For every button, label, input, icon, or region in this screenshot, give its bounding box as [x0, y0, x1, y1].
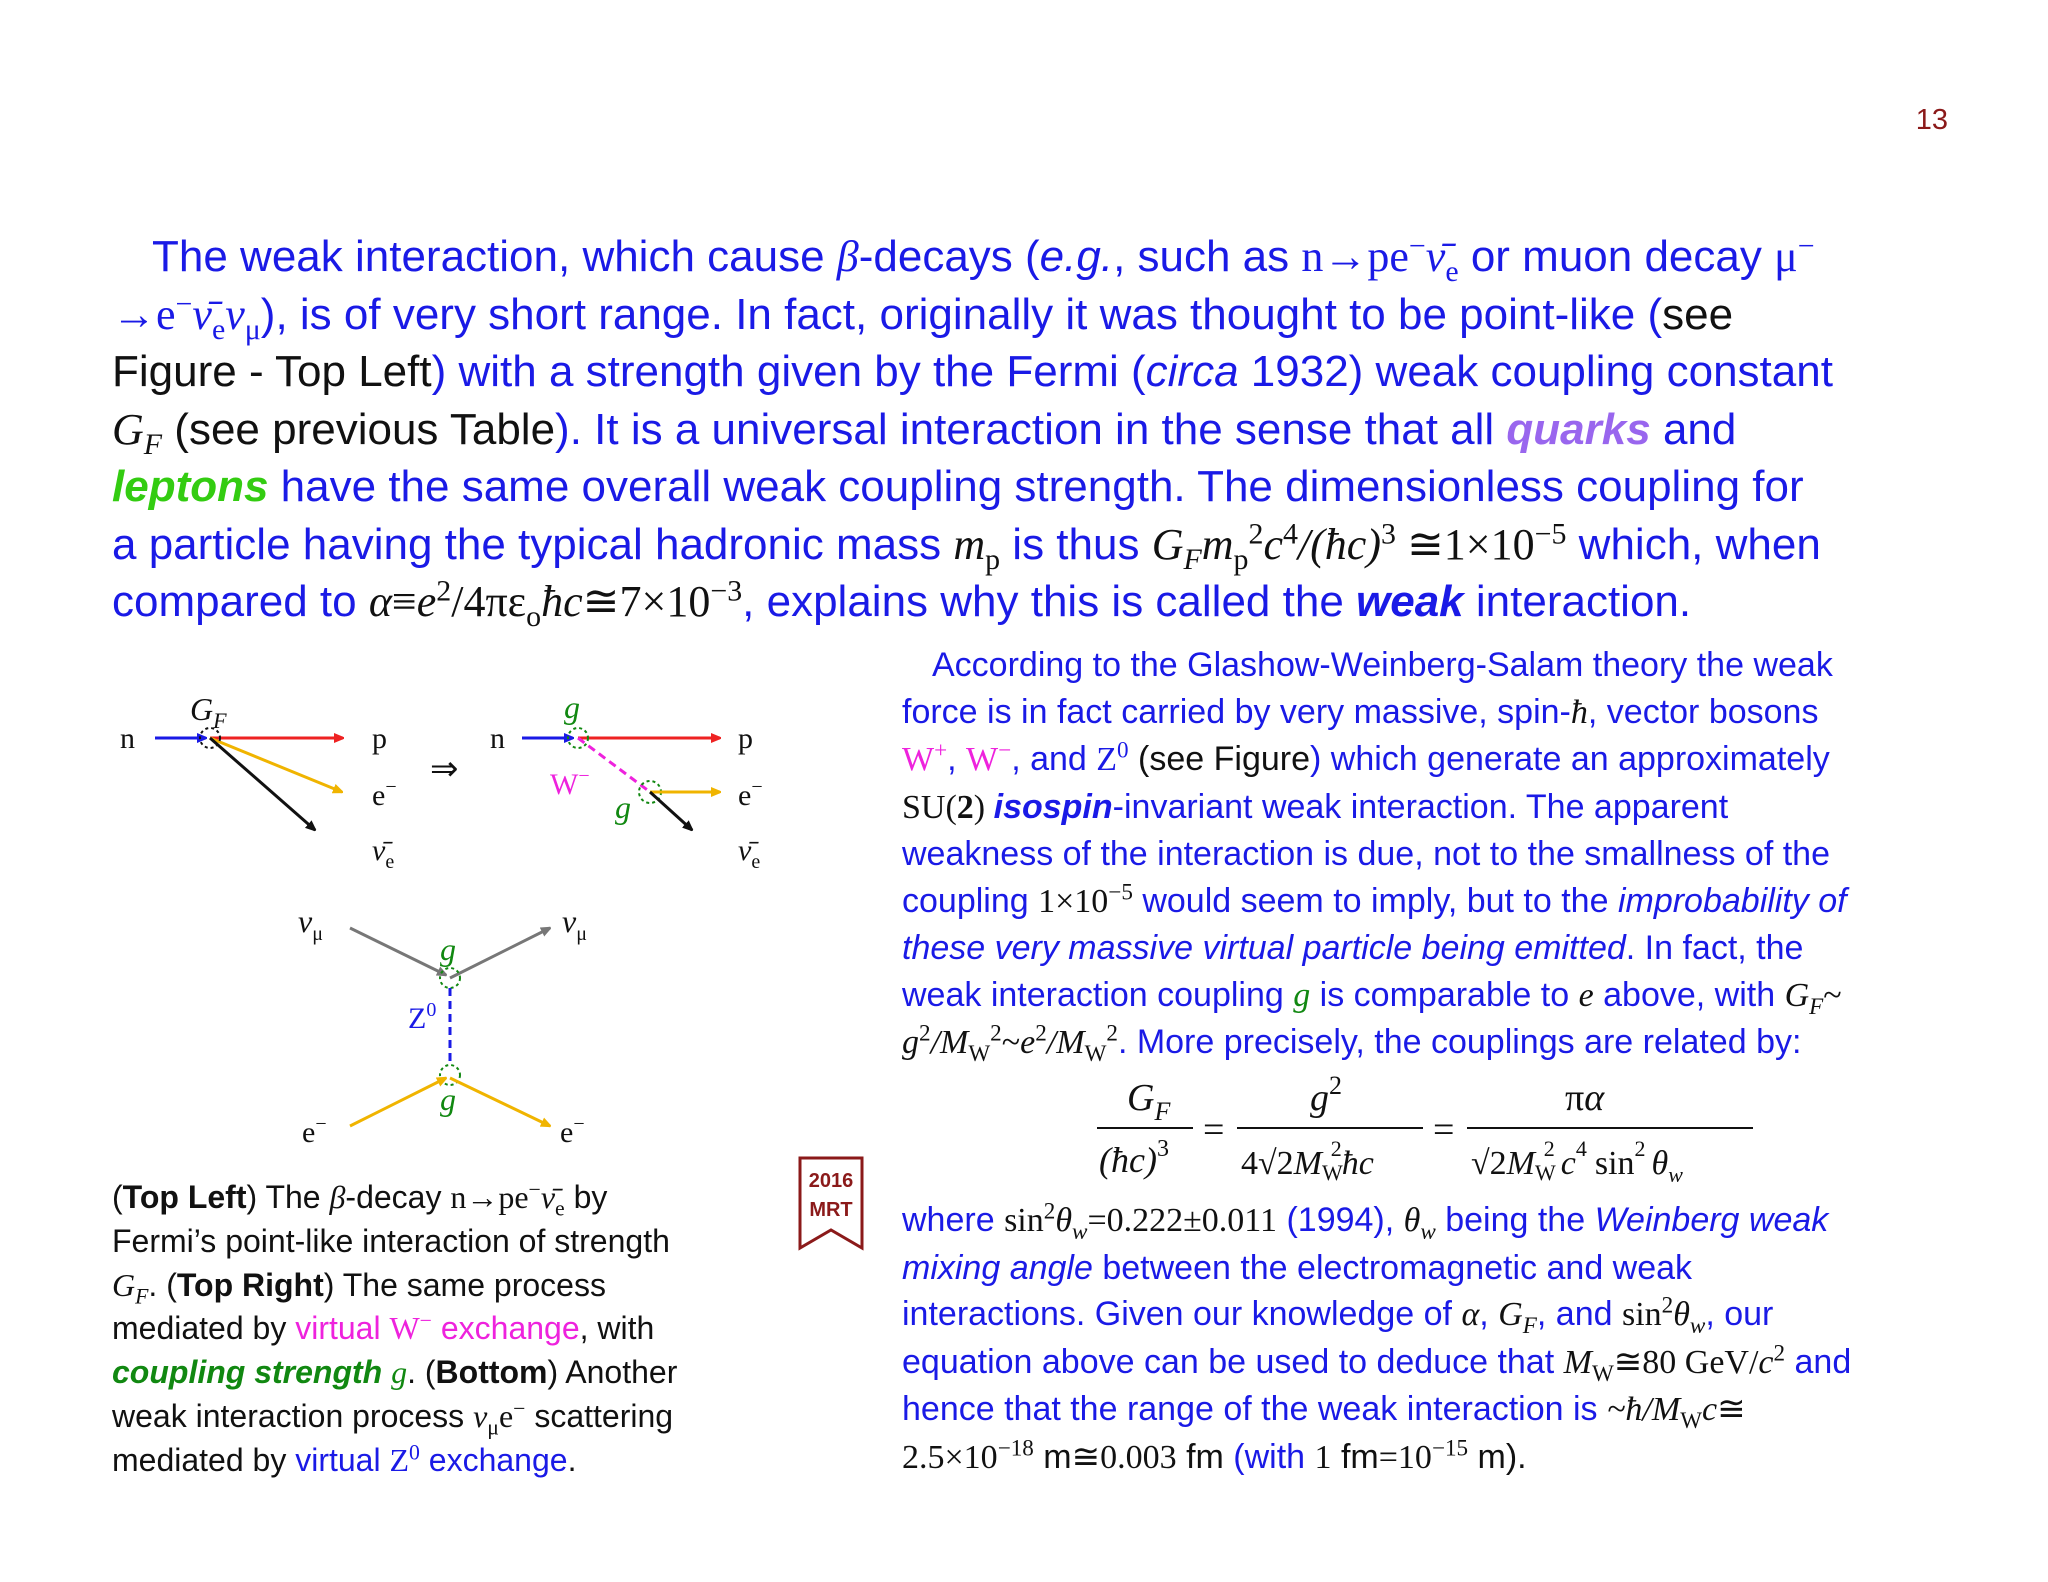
svg-text:W−: W−	[550, 765, 590, 801]
intro-line-6: a particle having the typical hadronic mass $m_p$ is thus $G_Fm_p^2c^4/(ħc)^3$ $≅1\times 10^{-5}$ which, when	[112, 516, 1821, 576]
weinberg-angle-paragraph: where $\sin^2\theta_w=0.222\pm 0.011$ (1994), $\theta_w$ being the Weinberg weak mixing angle between the electromagnetic and weak interactions. Given our knowledge of α, $G_F$, and $\sin^2\theta_w$, our equation above can be used to deduce that $M_W≅80$ GeV/$c^2$ and hence that the range of the weak interaction is $\sim ħ/M_Wc≅$ $2.5\times 10^{-18}$ m≅0.003 fm (with 1 $fm=10^{-15}$ m).	[902, 1198, 1852, 1476]
intro-line-2: $\to e^-\nū_e\nu_\mu$), is of very short range. In fact, originally it was thought to be point-like (see	[112, 286, 1734, 346]
antineutrino-line	[210, 738, 315, 830]
svg-text:e−: e−	[738, 776, 763, 812]
electron-line	[210, 738, 342, 792]
svg-text:νμ: $\nu_\mu$	[562, 903, 587, 945]
proton-label: p	[372, 722, 387, 755]
intro-line-1: The weak interaction, which cause β-decays (e.g., such as $n\to pe^-\nū_e$ or muon decay μ−	[152, 229, 1815, 288]
svg-text:ν̄e: $\nū_e$	[738, 834, 761, 873]
intro-line-7: compared to $\alpha\equiv e^2/4\pi\varepsilon_oħc≅7\times 10^{-3}$, explains why this is called the weak interaction.	[112, 574, 1692, 633]
svg-text:πα: πα	[1565, 1077, 1605, 1119]
intro-line-5: leptons have the same overall weak coupling strength. The dimensionless coupling for	[112, 462, 1804, 511]
svg-text:Z0: $Z^0$	[408, 999, 437, 1035]
svg-text:2016: 2016	[808, 1170, 854, 1192]
page-number: 13	[1915, 104, 1948, 136]
svg-text:e−: e−	[302, 1113, 327, 1149]
svg-text:GF: $G_F$	[190, 691, 227, 733]
intro-paragraph	[112, 228, 1942, 631]
svg-text:ν̄e: $\nū_e$	[372, 834, 395, 873]
svg-text:g2: $g^2$	[1310, 1071, 1342, 1119]
svg-text:g: g	[564, 689, 580, 725]
svg-text:e−: e−	[372, 776, 397, 812]
feynman-diagrams	[110, 670, 810, 1170]
svg-text:νμ: $\nu_\mu$	[298, 903, 323, 945]
neutron-label: n	[120, 722, 135, 755]
svg-text:=: =	[1433, 1109, 1455, 1151]
intro-line-3: Figure - Top Left) with a strength given by the Fermi (circa 1932) weak coupling constant	[112, 347, 1833, 396]
svg-text:e−: e−	[560, 1113, 585, 1149]
mrt-badge	[798, 1156, 864, 1252]
figure-caption: (Top Left) The β-decay $n\to pe^-\nū_e$ by Fermi’s point-like interaction of strength $G_F$. (Top Right) The same process mediated by virtual W− exchange, with coupling strength g. (Bottom) Another weak interaction process $\nu_\mu e^-$ scattering mediated by virtual $Z^0$ exchange.	[112, 1177, 678, 1478]
svg-text:n: n	[490, 722, 505, 755]
svg-text:MRT: MRT	[809, 1199, 853, 1221]
svg-text:g: g	[440, 1081, 456, 1117]
svg-text:p: p	[738, 722, 753, 755]
gws-theory-paragraph: According to the Glashow-Weinberg-Salam theory the weak force is in fact carried by very massive, spin-ħ, vector bosons W+, W−, and $Z^0$ (see Figure) which generate an approximately SU(2) isospin-invariant weak interaction. The apparent weakness of the interaction is due, not to the smallness of the coupling $1\times 10^{-5}$ would seem to imply, but to the improbability of these very massive virtual particle being emitted. In fact, the weak interaction coupling g is comparable to e above, with $G_F\sim$ $g^2/M_W^2\sim e^2/M_W^2$. More precisely, the couplings are related by:	[902, 646, 1847, 1067]
implies-arrow: ⇒	[430, 749, 459, 789]
diagram-top-right	[490, 689, 763, 873]
svg-text:GF: $G_F$	[1127, 1077, 1171, 1126]
svg-text:g: g	[440, 931, 456, 967]
svg-text:4√2MW2ħc: 4√2MW2ħc	[1241, 1136, 1374, 1185]
svg-text:=: =	[1203, 1109, 1225, 1151]
svg-text:√2MW2c4sin2θw: √2MW2 $c^4$ $\sin^2 \theta_w$	[1471, 1136, 1683, 1187]
coupling-formula	[1085, 1070, 1785, 1200]
intro-line-4: $G_F$ (see previous Table). It is a universal interaction in the sense that all quarks and	[112, 404, 1737, 461]
svg-text:g: g	[615, 789, 631, 825]
svg-text:(ħc)3: (ħc)$^3$	[1099, 1136, 1169, 1180]
diagram-bottom	[298, 903, 587, 1149]
diagram-top-left	[120, 691, 397, 873]
